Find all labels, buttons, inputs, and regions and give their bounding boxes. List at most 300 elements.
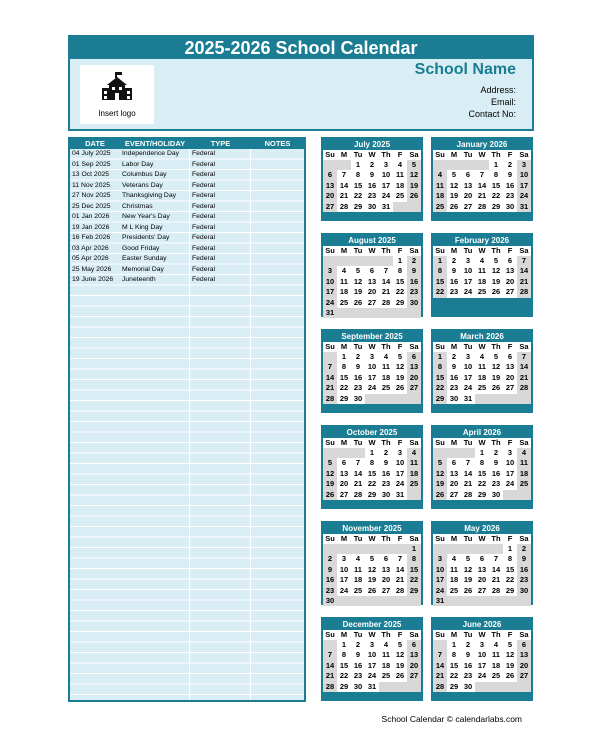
calendar-day: 2 (351, 640, 365, 650)
calendar-day: 19 (433, 479, 447, 489)
calendar-day: 28 (517, 383, 531, 393)
calendar-day: 4 (379, 640, 393, 650)
weekday-header: M (447, 438, 461, 448)
weekday-header: W (475, 534, 489, 544)
calendar-day: 1 (447, 640, 461, 650)
holiday-date: 19 June 2026 (72, 276, 114, 283)
calendar-day: 2 (407, 256, 421, 266)
calendar-day: 11 (447, 565, 461, 575)
calendar-day: 6 (461, 170, 475, 180)
weekday-header: Tu (461, 438, 475, 448)
calendar-day: 4 (475, 256, 489, 266)
calendar-day: 23 (461, 671, 475, 681)
calendar-blank-cell (517, 394, 531, 404)
calendar-day: 25 (407, 479, 421, 489)
calendar-day: 24 (365, 671, 379, 681)
calendar-day: 16 (351, 373, 365, 383)
month-title: August 2025 (348, 236, 396, 245)
month-calendar (431, 233, 533, 317)
calendar-day: 15 (433, 373, 447, 383)
calendar-day: 16 (351, 661, 365, 671)
calendar-day: 7 (323, 650, 337, 660)
calendar-day: 18 (517, 469, 531, 479)
calendar-day: 27 (323, 202, 337, 212)
calendar-day: 26 (407, 191, 421, 201)
calendar-day: 13 (365, 277, 379, 287)
calendar-day: 13 (323, 181, 337, 191)
calendar-day: 31 (379, 202, 393, 212)
calendar-day: 4 (407, 448, 421, 458)
calendar-blank-cell (407, 308, 421, 318)
calendar-blank-cell (433, 640, 447, 650)
calendar-day: 30 (351, 682, 365, 692)
calendar-day: 12 (503, 650, 517, 660)
month-title: November 2025 (342, 524, 402, 533)
calendar-day: 1 (503, 544, 517, 554)
table-row[interactable] (70, 170, 304, 181)
calendar-day: 14 (337, 181, 351, 191)
calendar-day: 24 (393, 479, 407, 489)
calendar-day: 2 (447, 352, 461, 362)
calendar-day: 26 (365, 586, 379, 596)
calendar-day: 18 (475, 277, 489, 287)
logo-placeholder[interactable] (80, 65, 154, 124)
month-calendar (431, 617, 533, 701)
calendar-day: 20 (503, 373, 517, 383)
calendar-day: 5 (503, 640, 517, 650)
weekday-header: Th (489, 150, 503, 160)
calendar-day: 28 (489, 586, 503, 596)
calendar-day: 6 (379, 554, 393, 564)
calendar-day: 24 (365, 383, 379, 393)
weekday-header: Sa (407, 342, 421, 352)
calendar-blank-cell (447, 160, 461, 170)
calendar-day: 29 (337, 682, 351, 692)
calendar-day: 31 (517, 202, 531, 212)
calendar-day: 14 (351, 469, 365, 479)
calendar-day: 13 (407, 650, 421, 660)
calendar-day: 22 (351, 191, 365, 201)
calendar-day: 21 (489, 575, 503, 585)
weekday-header: M (337, 534, 351, 544)
holiday-type: Federal (192, 244, 216, 252)
calendar-day: 24 (433, 586, 447, 596)
calendar-day: 21 (517, 277, 531, 287)
calendar-day: 16 (447, 277, 461, 287)
calendar-day: 13 (461, 181, 475, 191)
calendar-day: 12 (407, 170, 421, 180)
table-row[interactable] (70, 202, 304, 213)
calendar-day: 25 (517, 479, 531, 489)
calendar-day: 3 (365, 640, 379, 650)
calendar-day: 24 (517, 191, 531, 201)
table-row[interactable] (70, 149, 304, 160)
calendar-day: 21 (323, 671, 337, 681)
month-title: January 2026 (456, 140, 508, 149)
table-row[interactable] (70, 191, 304, 202)
calendar-day: 25 (351, 586, 365, 596)
calendar-day: 10 (337, 565, 351, 575)
calendar-day: 3 (503, 448, 517, 458)
calendar-day: 26 (323, 490, 337, 500)
calendar-blank-cell (351, 308, 365, 318)
weekday-header: W (365, 438, 379, 448)
month-title: October 2025 (346, 428, 398, 437)
weekday-header: W (475, 438, 489, 448)
column-header-type: TYPE (210, 139, 231, 148)
calendar-blank-cell (379, 682, 393, 692)
month-calendar (431, 137, 533, 221)
calendar-day: 24 (503, 479, 517, 489)
calendar-day: 16 (503, 181, 517, 191)
calendar-day: 16 (407, 277, 421, 287)
calendar-day: 20 (475, 575, 489, 585)
calendar-blank-cell (323, 160, 337, 170)
calendar-day: 10 (461, 266, 475, 276)
calendar-day: 6 (365, 266, 379, 276)
calendar-day: 19 (323, 479, 337, 489)
holiday-event: Columbus Day (122, 171, 167, 178)
calendar-day: 6 (337, 458, 351, 468)
calendar-day: 6 (407, 640, 421, 650)
calendar-day: 27 (407, 671, 421, 681)
calendar-day: 20 (461, 191, 475, 201)
calendar-blank-cell (475, 682, 489, 692)
calendar-day: 20 (365, 287, 379, 297)
calendar-day: 30 (489, 490, 503, 500)
month-title: September 2025 (341, 332, 403, 341)
calendar-day: 31 (365, 682, 379, 692)
calendar-day: 2 (461, 640, 475, 650)
calendar-day: 22 (337, 383, 351, 393)
calendar-day: 10 (503, 458, 517, 468)
weekday-header: Tu (351, 342, 365, 352)
page-title: 2025-2026 School Calendar (70, 37, 532, 59)
holiday-event: M L King Day (122, 223, 163, 231)
calendar-day: 5 (433, 458, 447, 468)
weekday-header: Sa (407, 150, 421, 160)
calendar-blank-cell (475, 394, 489, 404)
weekday-header: M (337, 342, 351, 352)
email-label: Email: (490, 97, 516, 107)
holiday-event: Good Friday (122, 244, 160, 252)
calendar-day: 21 (351, 479, 365, 489)
calendar-day: 25 (433, 202, 447, 212)
calendar-day: 7 (517, 352, 531, 362)
calendar-day: 30 (517, 586, 531, 596)
calendar-day: 7 (433, 650, 447, 660)
calendar-day: 11 (433, 181, 447, 191)
calendar-day: 29 (503, 586, 517, 596)
calendar-day: 12 (489, 266, 503, 276)
header-panel (68, 35, 534, 131)
holiday-type: Federal (192, 160, 216, 168)
calendar-day: 12 (351, 277, 365, 287)
holiday-event: Presidents' Day (122, 234, 170, 241)
weekday-header: Sa (517, 630, 531, 640)
weekday-header: Tu (461, 630, 475, 640)
calendar-day: 4 (489, 640, 503, 650)
calendar-day: 22 (407, 575, 421, 585)
calendar-day: 8 (489, 170, 503, 180)
calendar-day: 20 (407, 373, 421, 383)
calendar-blank-cell (393, 544, 407, 554)
calendar-day: 4 (433, 170, 447, 180)
table-row[interactable] (70, 275, 304, 286)
calendar-day: 16 (517, 565, 531, 575)
calendar-day: 27 (517, 671, 531, 681)
calendar-day: 15 (447, 661, 461, 671)
calendar-day: 12 (323, 469, 337, 479)
weekday-header: F (503, 630, 517, 640)
holiday-event: Veterans Day (122, 181, 163, 189)
calendar-day: 30 (323, 596, 337, 606)
holiday-list-body (70, 149, 304, 700)
weekday-header: Tu (351, 246, 365, 256)
weekday-header: Tu (461, 246, 475, 256)
calendar-day: 9 (351, 362, 365, 372)
calendar-day: 15 (393, 277, 407, 287)
weekday-header: Th (489, 438, 503, 448)
calendar-day: 26 (489, 287, 503, 297)
calendar-day: 29 (365, 490, 379, 500)
calendar-day: 6 (503, 352, 517, 362)
weekday-header: Th (379, 342, 393, 352)
calendar-day: 8 (337, 362, 351, 372)
weekday-header: Th (379, 246, 393, 256)
holiday-date: 16 Feb 2026 (72, 234, 111, 241)
calendar-day: 22 (503, 575, 517, 585)
weekday-header: F (393, 246, 407, 256)
calendar-day: 10 (393, 458, 407, 468)
calendar-day: 19 (489, 277, 503, 287)
calendar-blank-cell (489, 682, 503, 692)
calendar-day: 18 (337, 287, 351, 297)
calendar-day: 23 (517, 575, 531, 585)
calendar-day: 5 (393, 640, 407, 650)
calendar-day: 18 (393, 181, 407, 191)
calendar-day: 10 (475, 650, 489, 660)
calendar-day: 3 (393, 448, 407, 458)
calendar-day: 26 (433, 490, 447, 500)
calendar-day: 14 (379, 277, 393, 287)
calendar-day: 12 (447, 181, 461, 191)
calendar-day: 9 (461, 650, 475, 660)
table-row[interactable] (70, 223, 304, 234)
month-title: March 2026 (460, 332, 504, 341)
calendar-day: 20 (503, 277, 517, 287)
weekday-header: F (393, 438, 407, 448)
month-calendar (431, 425, 533, 509)
calendar-day: 19 (365, 575, 379, 585)
table-row[interactable] (70, 254, 304, 265)
weekday-header: M (447, 150, 461, 160)
calendar-day: 17 (379, 181, 393, 191)
calendar-day: 4 (337, 266, 351, 276)
column-header-date: DATE (85, 139, 105, 148)
calendar-day: 6 (447, 458, 461, 468)
calendar-day: 3 (323, 266, 337, 276)
calendar-day: 1 (351, 160, 365, 170)
calendar-day: 23 (379, 479, 393, 489)
weekday-header: M (447, 630, 461, 640)
calendar-day: 11 (517, 458, 531, 468)
calendar-day: 24 (323, 298, 337, 308)
table-row[interactable] (70, 233, 304, 244)
calendar-day: 14 (517, 266, 531, 276)
calendar-day: 22 (337, 671, 351, 681)
calendar-day: 1 (407, 544, 421, 554)
month-calendar (321, 617, 423, 701)
weekday-header: Tu (351, 150, 365, 160)
calendar-day: 4 (351, 554, 365, 564)
calendar-day: 26 (393, 383, 407, 393)
calendar-day: 27 (475, 586, 489, 596)
calendar-day: 21 (323, 383, 337, 393)
calendar-day: 15 (489, 181, 503, 191)
weekday-header: Th (489, 342, 503, 352)
calendar-day: 30 (407, 298, 421, 308)
weekday-header: M (447, 246, 461, 256)
calendar-day: 18 (489, 661, 503, 671)
calendar-day: 29 (489, 202, 503, 212)
calendar-blank-cell (351, 544, 365, 554)
holiday-type: Federal (192, 181, 216, 189)
table-row[interactable] (70, 265, 304, 276)
calendar-day: 12 (433, 469, 447, 479)
calendar-day: 17 (503, 469, 517, 479)
weekday-header: W (365, 534, 379, 544)
weekday-header: Su (323, 534, 337, 544)
calendar-blank-cell (503, 394, 517, 404)
calendar-blank-cell (489, 394, 503, 404)
footer-credit: School Calendar © calendarlabs.com (381, 714, 522, 724)
calendar-day: 8 (447, 650, 461, 660)
calendar-day: 25 (489, 671, 503, 681)
calendar-day: 28 (517, 287, 531, 297)
table-row[interactable] (70, 212, 304, 223)
calendar-day: 13 (517, 650, 531, 660)
weekday-header: Sa (517, 438, 531, 448)
calendar-blank-cell (379, 256, 393, 266)
calendar-day: 12 (461, 565, 475, 575)
calendar-day: 2 (365, 160, 379, 170)
weekday-header: Sa (517, 246, 531, 256)
calendar-day: 21 (461, 479, 475, 489)
holiday-date: 04 July 2025 (72, 150, 111, 157)
calendar-day: 25 (379, 383, 393, 393)
calendar-day: 7 (393, 554, 407, 564)
table-row[interactable] (70, 181, 304, 192)
month-title: July 2025 (353, 140, 391, 149)
calendar-blank-cell (517, 682, 531, 692)
calendar-day: 18 (379, 373, 393, 383)
calendar-day: 22 (475, 479, 489, 489)
calendar-day: 1 (337, 640, 351, 650)
weekday-header: F (503, 246, 517, 256)
calendar-sheet (68, 35, 534, 702)
calendar-day: 6 (517, 640, 531, 650)
calendar-blank-cell (337, 448, 351, 458)
calendar-blank-cell (337, 256, 351, 266)
calendar-day: 12 (489, 362, 503, 372)
month-title: May 2026 (464, 524, 500, 533)
calendar-day: 13 (407, 362, 421, 372)
calendar-day: 6 (407, 352, 421, 362)
calendar-day: 9 (517, 554, 531, 564)
calendar-blank-cell (379, 544, 393, 554)
calendar-day: 19 (489, 373, 503, 383)
weekday-header: Th (489, 534, 503, 544)
table-row[interactable] (70, 160, 304, 171)
calendar-day: 17 (461, 373, 475, 383)
calendar-day: 26 (393, 671, 407, 681)
calendar-blank-cell (337, 308, 351, 318)
calendar-day: 24 (461, 287, 475, 297)
holiday-type: Federal (192, 255, 216, 262)
weekday-header: M (337, 630, 351, 640)
weekday-header: Sa (407, 630, 421, 640)
calendar-day: 9 (365, 170, 379, 180)
calendar-blank-cell (323, 448, 337, 458)
calendar-day: 3 (337, 554, 351, 564)
calendar-day: 17 (337, 575, 351, 585)
calendar-day: 15 (351, 181, 365, 191)
holiday-date: 03 Apr 2026 (72, 244, 109, 252)
calendar-day: 19 (447, 191, 461, 201)
calendar-blank-cell (475, 544, 489, 554)
calendar-day: 2 (323, 554, 337, 564)
holiday-event: Thanksgiving Day (122, 192, 177, 199)
weekday-header: W (475, 246, 489, 256)
calendar-day: 28 (475, 202, 489, 212)
calendar-day: 7 (461, 458, 475, 468)
calendar-day: 22 (489, 191, 503, 201)
calendar-day: 28 (461, 490, 475, 500)
calendar-day: 10 (323, 277, 337, 287)
calendar-day: 21 (393, 575, 407, 585)
month-calendar (431, 521, 533, 605)
calendar-day: 16 (379, 469, 393, 479)
calendar-blank-cell (365, 308, 379, 318)
column-header-notes: NOTES (264, 139, 291, 148)
calendar-day: 8 (337, 650, 351, 660)
calendar-day: 27 (365, 298, 379, 308)
weekday-header: Tu (461, 150, 475, 160)
table-row[interactable] (70, 244, 304, 255)
calendar-day: 8 (393, 266, 407, 276)
weekday-header: F (393, 342, 407, 352)
calendar-day: 1 (475, 448, 489, 458)
calendar-day: 7 (475, 170, 489, 180)
weekday-header: Th (489, 630, 503, 640)
calendar-day: 14 (475, 181, 489, 191)
calendar-day: 14 (323, 661, 337, 671)
weekday-header: M (337, 150, 351, 160)
holiday-date: 27 Nov 2025 (72, 192, 111, 199)
calendar-day: 5 (461, 554, 475, 564)
weekday-header: W (475, 630, 489, 640)
weekday-header: Tu (351, 630, 365, 640)
calendar-day: 31 (461, 394, 475, 404)
calendar-day: 4 (517, 448, 531, 458)
calendar-day: 18 (379, 661, 393, 671)
calendar-day: 1 (433, 256, 447, 266)
calendar-blank-cell (489, 596, 503, 606)
calendar-day: 23 (447, 383, 461, 393)
calendar-day: 14 (461, 469, 475, 479)
calendar-day: 23 (447, 287, 461, 297)
